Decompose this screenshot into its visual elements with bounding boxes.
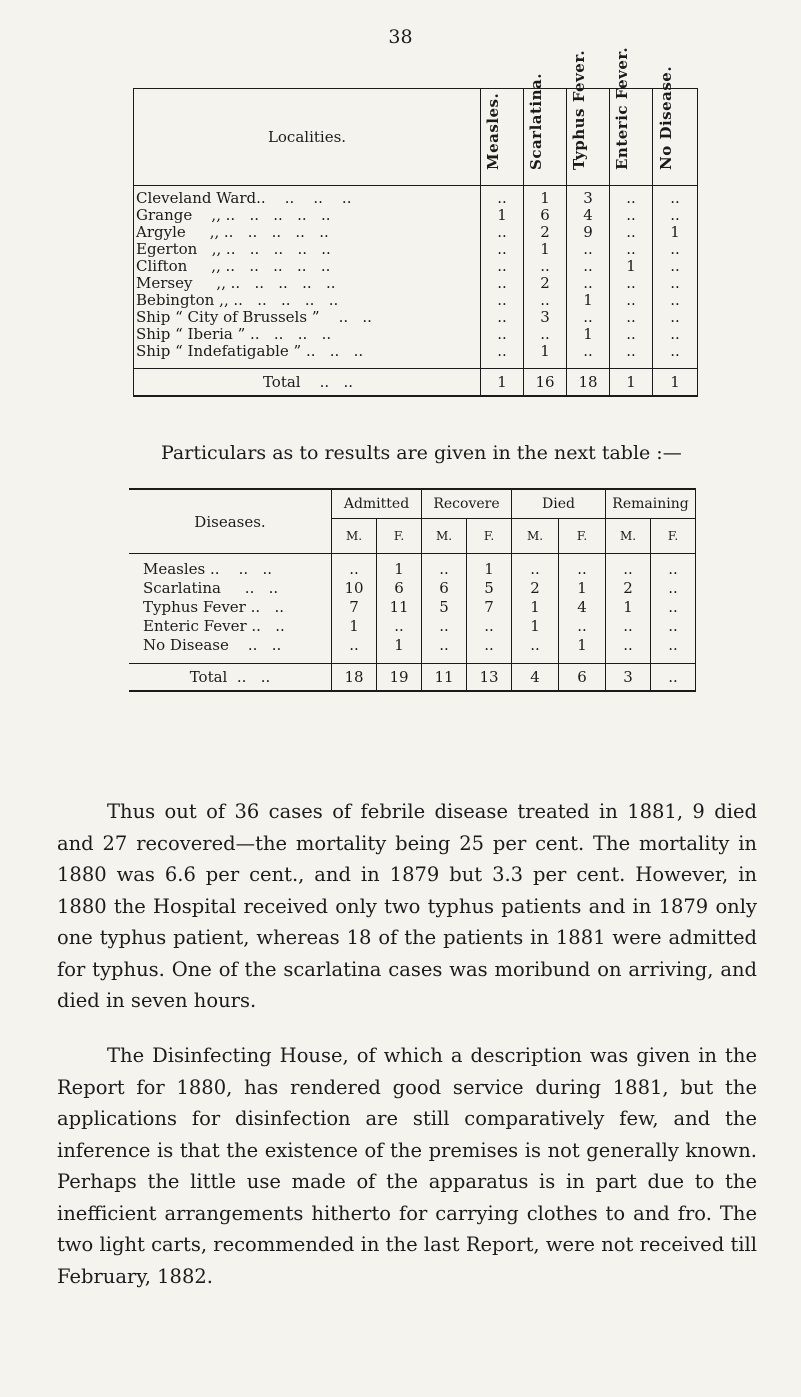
locality-name: Cleveland Ward.. .. .. .. [134,186,481,208]
locality-cell: .. [524,292,567,309]
locality-cell: 1 [567,292,610,309]
disease-cell: .. [422,554,467,580]
locality-cell: .. [610,292,653,309]
locality-cell: .. [610,326,653,343]
locality-cell: .. [481,326,524,343]
disease-name: Scarlatina .. .. [143,579,279,597]
locality-row [134,343,698,369]
locality-cell: .. [567,275,610,292]
diseases-header: Diseases. [129,489,332,554]
no-disease-column-header [653,65,698,186]
female-header: F. [377,519,422,554]
total-cell: 1 [610,369,653,397]
locality-cell: .. [481,224,524,241]
locality-cell: 3 [567,186,610,208]
disease-cell: 1 [467,554,512,580]
disease-cell: .. [332,636,377,664]
total-cell: 11 [422,664,467,692]
locality-cell: .. [610,275,653,292]
locality-cell: 4 [567,207,610,224]
locality-cell: .. [610,343,653,369]
total-cell: 13 [467,664,512,692]
disease-cell: 11 [377,598,422,617]
recovered-header: Recovere [422,489,512,519]
no-disease-header-label: No Disease. [657,65,675,170]
disease-row [129,554,696,580]
disease-cell: 1 [559,579,606,598]
disease-cell: .. [651,554,696,580]
locality-cell: .. [567,241,610,258]
paragraph-disinfecting-house [57,1040,757,1292]
disease-cell: 6 [377,579,422,598]
locality-cell: 1 [567,326,610,343]
disease-name: Measles .. .. .. [143,560,273,578]
measles-header-label: Measles. [484,92,502,170]
disease-row [129,617,696,636]
locality-row [134,241,698,258]
male-header: M. [606,519,651,554]
disease-cell: .. [651,636,696,664]
male-header: M. [332,519,377,554]
paragraph-text: Thus out of 36 cases of febrile disease treated in 1881, 9 died and 27 recovered—the mortality being 25 per cent. The mortality in 1880 was 6.6 per cent., and in 1879 but 3.3 per cent. However, in 1880 the Hospital received only two typhus patients and in 1879 only one typhus patient, whereas 18 of the patients in 1881 were admitted for typhus. One of the scarlatina cases was moribund on arriving, and died in seven hours. [57,800,757,1012]
locality-cell: .. [567,343,610,369]
scarlatina-header-label: Scarlatina. [527,73,545,170]
locality-name: Bebington ‚‚ .. .. .. .. .. [134,292,481,309]
locality-cell: .. [610,309,653,326]
localities-table [133,46,698,397]
male-header: M. [512,519,559,554]
disease-cell: .. [422,636,467,664]
died-header: Died [512,489,606,519]
disease-cell: .. [651,579,696,598]
disease-cell: 1 [559,636,606,664]
locality-cell: 3 [524,309,567,326]
locality-cell: 1 [524,186,567,208]
locality-name: Ship “ Iberia ” .. .. .. .. [134,326,481,343]
total-cell: 3 [606,664,651,692]
locality-name: Ship “ City of Brussels ” .. .. [134,309,481,326]
total-cell: 16 [524,369,567,397]
page-number: 38 [388,26,413,48]
disease-cell: 1 [512,598,559,617]
disease-cell: .. [559,617,606,636]
locality-cell: 1 [524,241,567,258]
locality-cell: .. [653,258,698,275]
disease-cell: 1 [512,617,559,636]
locality-cell: .. [610,224,653,241]
locality-cell: .. [481,241,524,258]
diseases-table [129,488,696,692]
locality-row [134,309,698,326]
locality-cell: .. [653,292,698,309]
locality-row [134,292,698,309]
typhus-header-label: Typhus Fever. [570,49,588,170]
diseases-table-group-header [129,489,696,519]
locality-row [134,224,698,241]
total-cell: 19 [377,664,422,692]
total-cell: 1 [653,369,698,397]
disease-cell: .. [606,554,651,580]
locality-name: Egerton ‚‚ .. .. .. .. .. [134,241,481,258]
locality-row [134,326,698,343]
enteric-column-header [610,46,653,186]
diseases-total-row [129,664,696,692]
disease-cell: .. [651,598,696,617]
locality-row [134,186,698,208]
disease-cell: 5 [467,579,512,598]
disease-cell: 5 [422,598,467,617]
paragraph-text: The Disinfecting House, of which a description was given in the Report for 1880, has rendered good service during 1881, but the applications for disinfection are still comparatively few, and the inference is that the existence of the premises is not generally known. Perhaps the little use made of the apparatus is in part due to the inefficient arrangements hitherto for carrying clothes to and fro. The two light carts, recommended in the last Report, were not received till February, 1882. [57,1044,757,1288]
disease-row [129,636,696,664]
disease-name: Typhus Fever .. .. [143,598,284,616]
remaining-header: Remaining [606,489,696,519]
disease-cell: 1 [606,598,651,617]
paragraph-mortality [57,796,757,1017]
disease-cell: .. [512,554,559,580]
locality-cell: .. [481,309,524,326]
locality-name: Mersey ‚‚ .. .. .. .. .. [134,275,481,292]
disease-cell: 2 [606,579,651,598]
locality-cell: .. [653,326,698,343]
locality-cell: .. [481,292,524,309]
disease-cell: .. [467,617,512,636]
disease-cell: .. [467,636,512,664]
disease-cell: .. [512,636,559,664]
locality-cell: 1 [524,343,567,369]
diseases-table-body [129,554,696,664]
locality-cell: 9 [567,224,610,241]
disease-cell: 10 [332,579,377,598]
locality-cell: .. [567,309,610,326]
localities-total-row [134,369,698,397]
locality-cell: .. [481,343,524,369]
disease-cell: 4 [559,598,606,617]
locality-cell: 1 [481,207,524,224]
disease-cell: 7 [467,598,512,617]
disease-cell: .. [606,617,651,636]
locality-cell: .. [610,186,653,208]
total-cell: 4 [512,664,559,692]
intro-text: Particulars as to results are given in the next table :— [161,442,682,464]
typhus-column-header [567,49,610,186]
locality-cell: .. [653,309,698,326]
disease-row [129,598,696,617]
disease-name: Enteric Fever .. .. [143,617,285,635]
locality-name: Argyle ‚‚ .. .. .. .. .. [134,224,481,241]
disease-cell: 2 [512,579,559,598]
locality-name: Grange ‚‚ .. .. .. .. .. [134,207,481,224]
disease-cell: 1 [377,554,422,580]
total-cell: .. [651,664,696,692]
locality-cell: .. [610,207,653,224]
measles-column-header [481,89,524,186]
locality-row [134,258,698,275]
disease-cell: .. [651,617,696,636]
disease-cell: 1 [332,617,377,636]
female-header: F. [467,519,512,554]
locality-cell: .. [653,275,698,292]
localities-table-body [134,186,698,369]
total-cell: 1 [481,369,524,397]
locality-cell: .. [653,343,698,369]
total-cell: 18 [567,369,610,397]
disease-cell: .. [422,617,467,636]
female-header: F. [651,519,696,554]
disease-cell: 1 [377,636,422,664]
disease-cell: .. [377,617,422,636]
locality-cell: .. [653,241,698,258]
total-cell: 6 [559,664,606,692]
locality-cell: 6 [524,207,567,224]
total-label: Total .. .. [134,369,481,397]
locality-name: Clifton ‚‚ .. .. .. .. .. [134,258,481,275]
enteric-header-label: Enteric Fever. [613,46,631,170]
localities-header: Localities. [134,89,481,186]
locality-cell: .. [653,186,698,208]
disease-cell: .. [332,554,377,580]
locality-cell: 1 [610,258,653,275]
locality-cell: .. [567,258,610,275]
locality-cell: .. [481,275,524,292]
locality-cell: .. [610,241,653,258]
disease-name: No Disease .. .. [143,636,282,654]
female-header: F. [559,519,606,554]
disease-cell: .. [606,636,651,664]
locality-cell: .. [653,207,698,224]
admitted-header: Admitted [332,489,422,519]
locality-cell: .. [481,186,524,208]
total-label: Total .. .. [129,664,332,692]
locality-cell: 2 [524,224,567,241]
disease-cell: 7 [332,598,377,617]
locality-row [134,275,698,292]
total-cell: 18 [332,664,377,692]
locality-cell: .. [524,326,567,343]
male-header: M. [422,519,467,554]
locality-cell: 1 [653,224,698,241]
locality-row [134,207,698,224]
disease-cell: .. [559,554,606,580]
locality-cell: .. [481,258,524,275]
disease-cell: 6 [422,579,467,598]
locality-cell: .. [524,258,567,275]
locality-cell: 2 [524,275,567,292]
localities-table-header [134,89,698,186]
disease-row [129,579,696,598]
scarlatina-column-header [524,73,567,186]
locality-name: Ship “ Indefatigable ” .. .. .. [134,343,481,369]
